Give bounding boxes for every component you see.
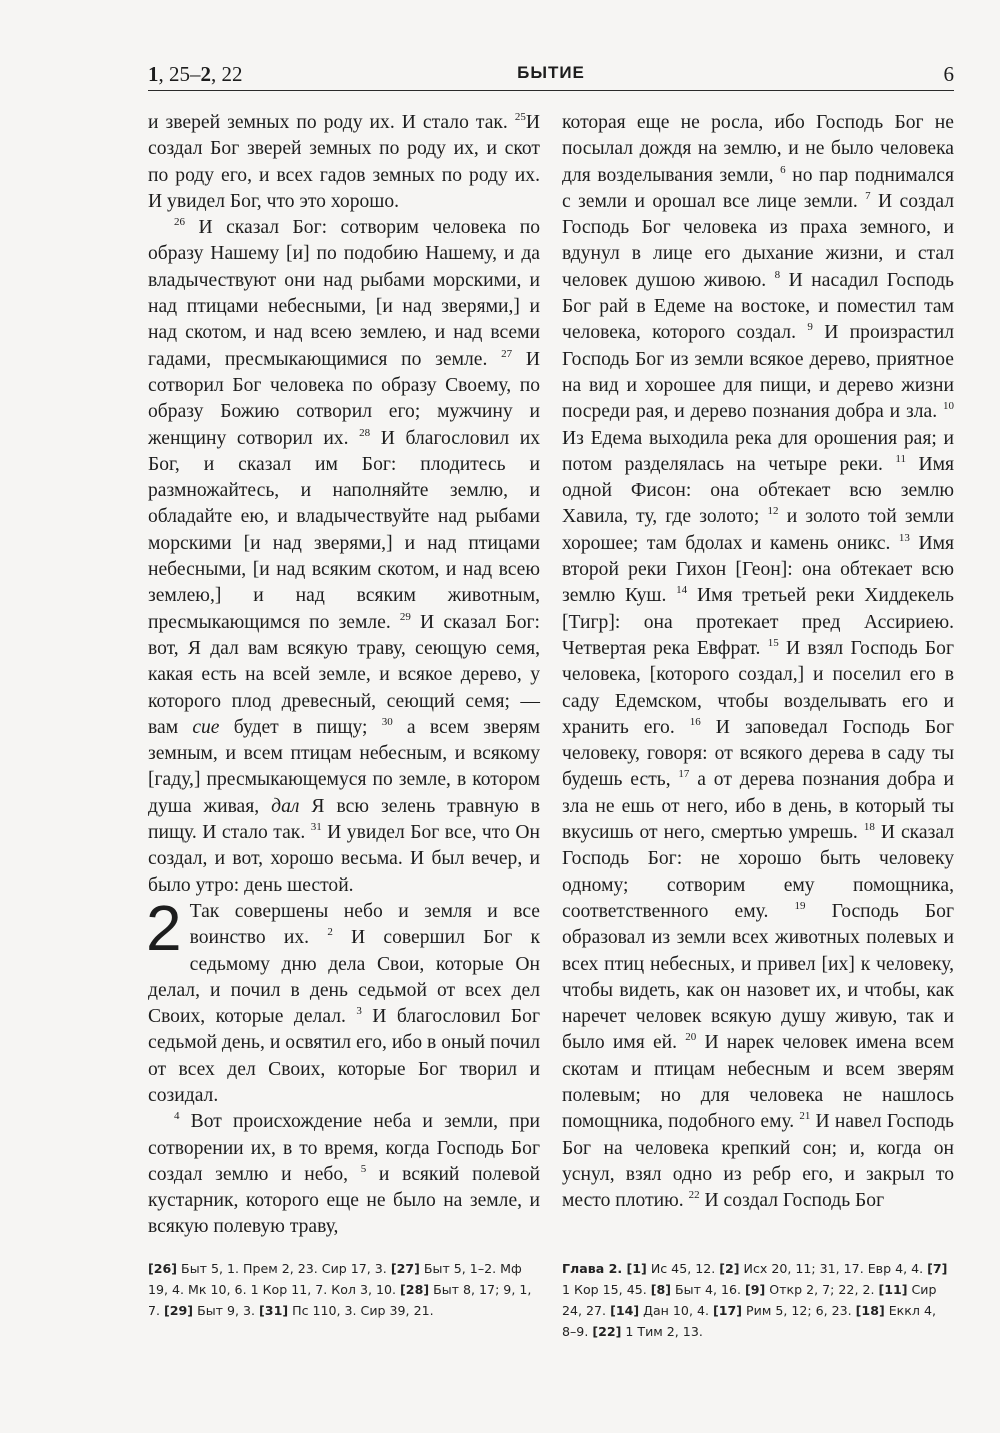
- verse-number: 6: [780, 163, 786, 176]
- verse-number: 21: [799, 1110, 811, 1123]
- verse-number: 14: [676, 584, 688, 597]
- verse-number: 25: [514, 111, 526, 123]
- verse-number: 31: [310, 821, 322, 834]
- verse-number: 18: [863, 821, 875, 834]
- paragraph: и зверей земных по роду их. И стало так. $^{25}$И создал Бог зверей земных по роду их, и скот по роду его, и всех гадов земных по роду их. И увидел Бог, что это хорошо.: [148, 111, 540, 212]
- verse-number: 26: [174, 216, 185, 229]
- verse-number: 11: [895, 452, 906, 465]
- chapter-drop-number: 2: [146, 891, 182, 964]
- right-text-column: [562, 110, 954, 1214]
- cross-references-left: [26] Быт 5, 1. Прем 2, 23. Сир 17, 3. [27] Быт 5, 1–2. Мф 19, 4. Мк 10, 6. 1 Кор 11, 7. Кол 3, 10. [28] Быт 8, 17; 9, 1, 7. [29] Быт 9, 3. [31] Пс 110, 3. Сир 39, 21.: [148, 1261, 532, 1318]
- verse-number: 28: [359, 426, 371, 439]
- paragraph: которая еще не росла, ибо Господь Бог не посылал дождя на землю, и не было человека для возделывания земли, $^6$ но пар поднимался с земли и орошал все лице земли. $^7$ И создал Господь Бог человека из праха земного, и вдунул в лице его дыхание жизни, и стал человек душою живою. $^8$ И насадил Господь Бог рай в Едеме на востоке, и поместил там человека, которого создал. $^9$ И произрастил Господь Бог из земли всякое дерево, приятное на вид и хорошее для пищи, и дерево жизни посреди рая, и дерево познания добра и зла. $^{10}$ Из Едема выходила река для орошения рая; и потом разделялась на четыре реки. $^{11}$ Имя одной Фисон: она обтекает всю землю Хавила, ту, где золото; $^{12}$ и золото той земли хорошее; там бдолах и камень оникс. $^{13}$ Имя второй реки Гихон [Геон]: она обтекает всю землю Куш. $^{14}$ Имя третьей реки Хиддекель [Тигр]: она протекает пред Ассириею. Четвертая река Евфрат. $^{15}$ И взял Господь Бог человека, [которого создал,] и поселил его в саду Едемском, чтобы возделывать его и хранить его. $^{16}$ И заповедал Господь Бог человеку, говоря: от всякого дерева в саду ты будешь есть, $^{17}$ а от дерева познания добра и зла не ешь от него, ибо в день, в который ты вкусишь от него, смертью умрешь. $^{18}$ И сказал Господь Бог: не хорошо быть человеку одному; сотворим ему помощника, соответственного ему. $^{19}$ Господь Бог образовал из земли всех животных полевых и всех птиц небесных, и привел [их] к человеку, чтобы видеть, как он назовет их, и чтобы, как наречет человек всякую душу живую, так и было имя ей. $^{20}$ И нарек человек имена всем скотам и птицам небесным и всем зверям полевым; но для человека не нашлось помощника, подобного ему. $^{21}$ И навел Господь Бог на человека крепкий сон; и, когда он уснул, взял одно из ребр его, и закрыл то место плотию. $^{22}$ И создал Господь Бог: [562, 112, 955, 1212]
- verse-number: 29: [399, 610, 411, 623]
- running-header: [148, 60, 954, 91]
- verse-number: 13: [898, 531, 910, 544]
- verse-number: 2: [327, 926, 333, 939]
- verse-number: 7: [865, 189, 871, 202]
- verse-number: 27: [501, 347, 513, 360]
- verse-number: 20: [685, 1031, 697, 1044]
- verse-number: 5: [360, 1162, 367, 1175]
- verse-number: 10: [943, 400, 954, 413]
- verse-number: 9: [807, 321, 813, 334]
- verse-number: 30: [381, 715, 393, 728]
- verse-number: 3: [356, 1005, 362, 1018]
- verse-number: 12: [767, 505, 779, 518]
- verse-number: 16: [689, 715, 701, 728]
- chapter-paragraph: 2 Так совершены небо и земля и все воинство их. $^2$ И совершил Бог к седьмому дню дела Свои, которые Он делал, и почил в день седьмой от всех дел Своих, которые делал. $^3$ И благословил Бог седьмой день, и освятил его, ибо в оный почил от всех дел Своих, которые Бог творил и созидал.: [146, 891, 540, 1106]
- book-title: БЫТИЕ: [517, 63, 585, 82]
- verse-number: 22: [688, 1189, 700, 1202]
- verse-number: 17: [678, 768, 690, 781]
- chapter-verse-range: 1, 25–2, 22: [148, 62, 243, 86]
- verse-number: 15: [767, 636, 779, 649]
- verse-number: 8: [774, 268, 781, 281]
- paragraph: $^{26}$ И сказал Бог: сотворим человека по образу Нашему [и] по подобию Нашему, и да владычествуют они над рыбами морскими, и над птицами небесными, [и над зверями,] и над скотом, и над всею землею, и над всеми гадами, пресмыкающимися по земле. $^{27}$ И сотворил Бог человека по образу Своему, по образу Божию сотворил его; мужчину и женщину сотворил их. $^{28}$ И благословил их Бог, и сказал им Бог: плодитесь и размножайтесь, и наполняйте землю, и обладайте ею, и владычествуйте над рыбами морскими [и над зверями,] и над птицами небесными, [и над всяким скотом, и над всею землею,] и над всяким животным, пресмыкающимся по земле. $^{29}$ И сказал Бог: вот, Я дал вам всякую траву, сеющую семя, какая есть на всей земле, и всякое дерево, у которого плод древесный, сеющий семя; — вам сие будет в пищу; $^{30}$ а всем зверям земным, и всем птицам небесным, и всякому [гаду,] пресмыкающемуся по земле, в котором душа живая, дал Я всю зелень травную в пищу. И стало так. $^{31}$ И увидел Бог все, что Он создал, и вот, хорошо весьма. И был вечер, и было утро: день шестой.: [148, 216, 540, 896]
- verse-number: 4: [174, 1110, 180, 1123]
- cross-references-right: Глава 2. [1] Ис 45, 12. [2] Исх 20, 11; 31, 17. Евр 4, 4. [7] 1 Кор 15, 45. [8] Быт 4, 16. [9] Откр 2, 7; 22, 2. [11] Сир 24, 27. [14] Дан 10, 4. [17] Рим 5, 12; 6, 23. [18] Еккл 4, 8–9. [22] 1 Тим 2, 13.: [562, 1261, 948, 1339]
- verse-number: 19: [794, 899, 806, 912]
- page-number: 6: [943, 62, 954, 86]
- left-text-column: [148, 110, 540, 1241]
- paragraph: $^4$ Вот происхождение неба и земли, при сотворении их, в то время, когда Господь Бог создал землю и небо, $^5$ и всякий полевой кустарник, которого еще не было на земле, и всякую полевую траву,: [148, 1110, 540, 1238]
